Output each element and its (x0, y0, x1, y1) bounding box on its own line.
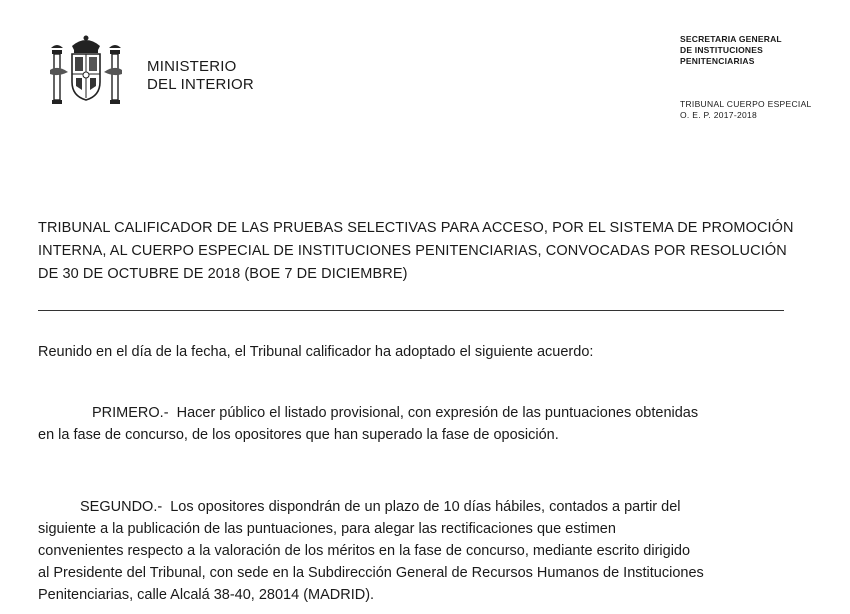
tribunal-line: O. E. P. 2017-2018 (680, 110, 758, 120)
segundo-line: Penitenciarias, calle Alcalá 38-40, 28014 (MADRID). (38, 587, 375, 603)
segundo-line: convenientes respecto a la valoración de los méritos en la fase de concurso, mediante escrito dirigido (38, 543, 691, 559)
title-divider (38, 310, 784, 311)
document-title (38, 217, 794, 286)
secretaria-line: SECRETARIA GENERAL (680, 34, 782, 44)
secretaria-line: DE INSTITUCIONES (680, 45, 764, 55)
primero-line: Hacer público el listado provisional, con expresión de las puntuaciones obtenidas (176, 405, 699, 421)
ministry-line: MINISTERIO (147, 58, 237, 75)
primero-label: PRIMERO.- (92, 405, 169, 421)
secretaria-block (680, 34, 782, 67)
coat-of-arms-icon (48, 32, 124, 112)
title-line: DE 30 DE OCTUBRE DE 2018 (BOE 7 DE DICIEMBRE) (38, 266, 408, 282)
tribunal-reference (680, 99, 812, 121)
segundo-label: SEGUNDO.- (80, 499, 163, 515)
secretaria-line: PENITENCIARIAS (680, 56, 755, 66)
intro-text: Reunido en el día de la fecha, el Tribunal calificador ha adoptado el siguiente acuerdo: (38, 344, 594, 360)
segundo-paragraph (38, 496, 790, 606)
intro-paragraph (38, 341, 790, 363)
ministry-line: DEL INTERIOR (147, 76, 254, 93)
ministry-name (147, 58, 254, 94)
tribunal-line: TRIBUNAL CUERPO ESPECIAL (680, 99, 812, 109)
segundo-line: siguiente a la publicación de las puntuaciones, para alegar las rectificaciones que estimen (38, 521, 616, 537)
segundo-line: al Presidente del Tribunal, con sede en la Subdirección General de Recursos Humanos de Instituciones (38, 565, 704, 581)
primero-line: en la fase de concurso, de los opositores que han superado la fase de oposición. (38, 427, 559, 443)
primero-paragraph (38, 402, 790, 446)
segundo-line: Los opositores dispondrán de un plazo de 10 días hábiles, contados a partir del (170, 499, 681, 515)
title-line: INTERNA, AL CUERPO ESPECIAL DE INSTITUCIONES PENITENCIARIAS, CONVOCADAS POR RESOLUCIÓN (38, 243, 787, 259)
title-line: TRIBUNAL CALIFICADOR DE LAS PRUEBAS SELECTIVAS PARA ACCESO, POR EL SISTEMA DE PROMOCIÓN (38, 220, 794, 236)
